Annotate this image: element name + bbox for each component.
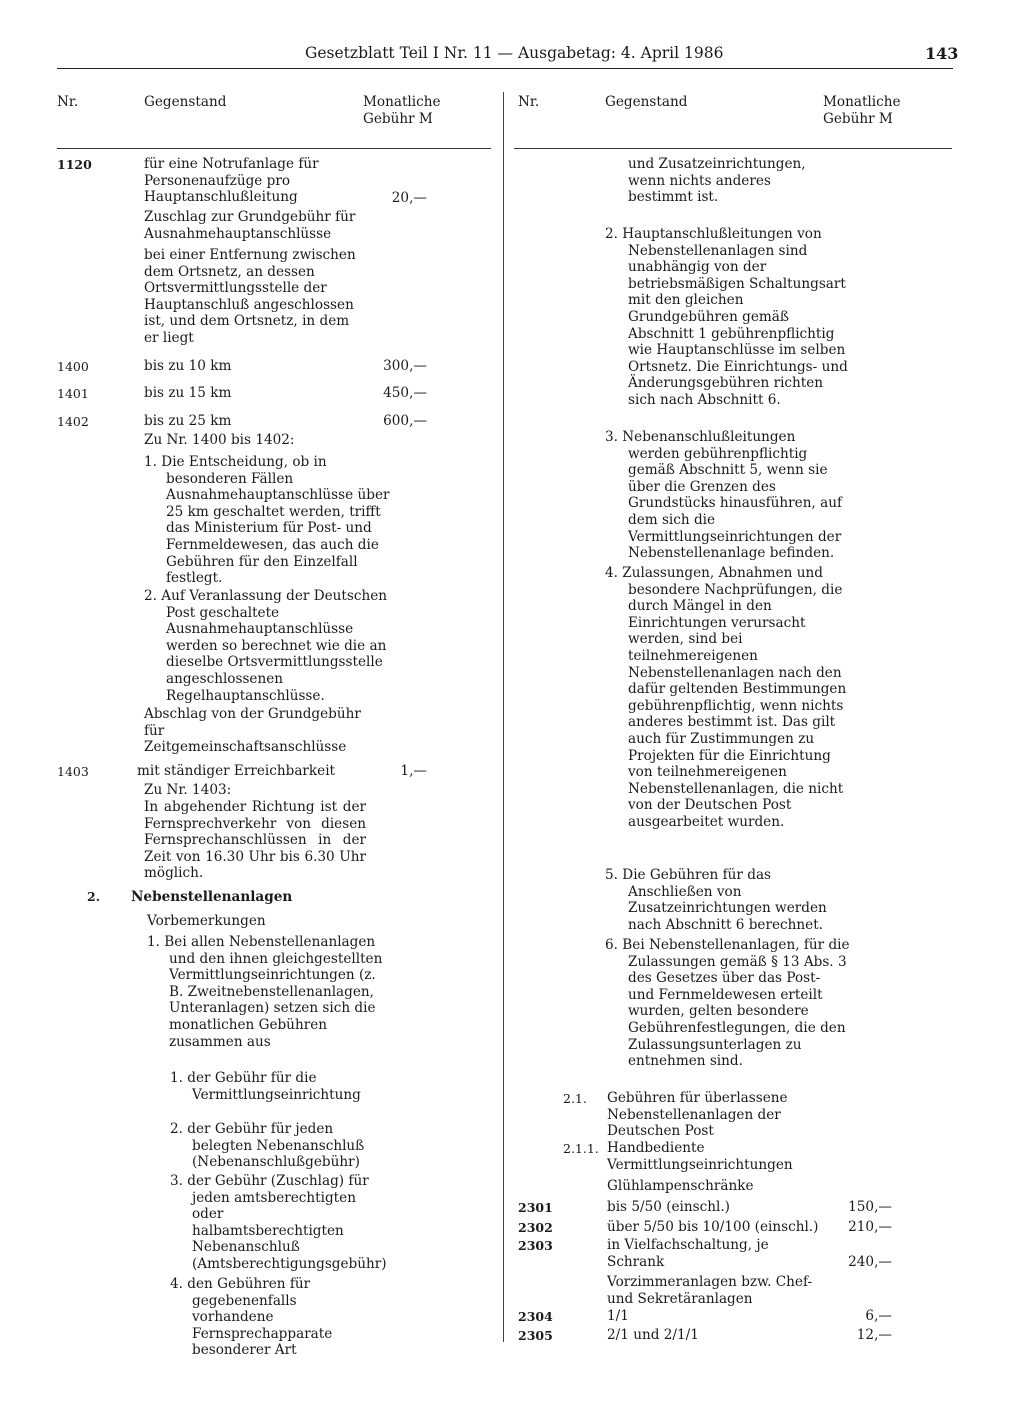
- entry-number: 1401: [57, 386, 89, 401]
- entry-fee: 450,—: [383, 385, 427, 401]
- entry-number: 1403: [57, 764, 89, 779]
- note-text: Abschlag von der Grundgebühr für Zeitgemeinschaftsanschlüsse: [144, 706, 361, 756]
- note-subitem: 1. der Gebühr für die Vermittlungseinrichtung: [170, 1070, 361, 1103]
- note-heading: Zu Nr. 1400 bis 1402:: [144, 432, 295, 448]
- note-item: 2. Hauptanschlußleitungen von Nebenstellenanlagen sind unabhängig von der betriebsmäßigen Schaltungsart mit den gleichen Grundgebühren gemäß Abschnitt 1 gebührenpflichtig wie Hauptanschlüsse im selben Ortsnetz. Die Einrichtungs- und Änderungsgebühren richten sich nach Abschnitt 6.: [605, 226, 848, 408]
- entry-fee: 300,—: [383, 358, 427, 374]
- note-item: 5. Die Gebühren für das Anschließen von Zusatzeinrichtungen werden nach Abschnitt 6 berechnet.: [605, 867, 827, 933]
- note-heading: Zu Nr. 1403:: [144, 782, 232, 798]
- note-item: 1. Die Entscheidung, ob in besonderen Fällen Ausnahmehauptanschlüsse über 25 km geschaltet werden, trifft das Ministerium für Post- und Fernmeldewesen, das auch die Gebühren für den Einzelfall festlegt.: [144, 454, 390, 587]
- note-text: und Zusatzeinrichtungen, wenn nichts anderes bestimmt ist.: [628, 156, 806, 206]
- note-text: Zuschlag zur Grundgebühr für Ausnahmehauptanschlüsse: [144, 209, 356, 242]
- subheading: Glühlampenschränke: [607, 1178, 754, 1194]
- entry-text: über 5/50 bis 10/100 (einschl.): [607, 1219, 819, 1235]
- header-subject: Gegenstand: [605, 94, 688, 110]
- note-item: 2. Auf Veranlassung der Deutschen Post geschaltete Ausnahmehauptanschlüsse werden so berechnet wie die an dieselbe Ortsvermittlungsstelle angeschlossenen Regelhauptanschlüsse.: [144, 588, 387, 704]
- section-number: 2.: [87, 889, 101, 904]
- note-text: bei einer Entfernung zwischen dem Ortsnetz, an dessen Ortsvermittlungsstelle der Hauptanschluß angeschlossen ist, und dem Ortsnetz, in dem er liegt: [144, 247, 356, 346]
- entry-text: 1/1: [607, 1308, 629, 1324]
- entry-fee: 210,—: [848, 1219, 892, 1235]
- page-number: 143: [925, 44, 959, 63]
- entry-number: 2302: [518, 1220, 553, 1235]
- section-title: Gebühren für überlassene Nebenstellenanlagen der Deutschen Post: [607, 1090, 788, 1140]
- header-subject: Gegenstand: [144, 94, 227, 110]
- entry-text: mit ständiger Erreichbarkeit: [137, 763, 336, 779]
- entry-number: 1402: [57, 414, 89, 429]
- entry-number: 1120: [57, 157, 92, 172]
- entry-number: 1400: [57, 359, 89, 374]
- section-number: 2.1.1.: [563, 1141, 599, 1156]
- section-title: Handbediente Vermittlungseinrichtungen: [607, 1140, 793, 1173]
- entry-number: 2303: [518, 1238, 553, 1253]
- note-heading: Vorbemerkungen: [147, 913, 266, 929]
- header-nr: Nr.: [57, 94, 79, 110]
- entry-fee: 150,—: [848, 1199, 892, 1215]
- entry-fee: 600,—: [383, 413, 427, 429]
- header-nr: Nr.: [518, 94, 540, 110]
- note-subitem: 2. der Gebühr für jeden belegten Nebenanschluß (Nebenanschlußgebühr): [170, 1121, 365, 1171]
- column-divider: [503, 92, 504, 1342]
- header-underline: [57, 148, 491, 149]
- entry-fee: 6,—: [865, 1308, 892, 1324]
- header-fee: Monatliche Gebühr M: [363, 94, 441, 127]
- entry-text: bis zu 15 km: [144, 385, 232, 401]
- entry-number: 2304: [518, 1309, 553, 1324]
- subheading: Vorzimmeranlagen bzw. Chef- und Sekretäranlagen: [607, 1274, 813, 1307]
- running-header: Gesetzblatt Teil I Nr. 11 — Ausgabetag: 4. April 1986: [305, 44, 724, 62]
- note-item: 4. Zulassungen, Abnahmen und besondere Nachprüfungen, die durch Mängel in den Einrichtungen verursacht werden, sind bei teilnehmereigenen Nebenstellenanlagen nach den dafür geltenden Bestimmungen gebührenpflichtig, wenn nichts anderes bestimmt ist. Das gilt auch für Zustimmungen zu Projekten für die Einrichtung von teilnehmereigenen Nebenstellenanlagen, die nicht von der Deutschen Post ausgearbeitet wurden.: [605, 565, 847, 830]
- entry-number: 2301: [518, 1200, 553, 1215]
- note-subitem: 4. den Gebühren für gegebenenfalls vorhandene Fernsprechapparate besonderer Art: [170, 1276, 333, 1359]
- note-item: 6. Bei Nebenstellenanlagen, für die Zulassungen gemäß § 13 Abs. 3 des Gesetzes über das Post- und Fernmeldewesen erteilt wurden, gelten besondere Gebührenfestlegungen, die den Zulassungsunterlagen zu entnehmen sind.: [605, 937, 850, 1070]
- note-text: In abgehender Richtung ist der Fernsprechverkehr von diesen Fernsprechanschlüssen in der Zeit von 16.30 Uhr bis 6.30 Uhr möglich.: [144, 799, 366, 882]
- entry-text: bis zu 25 km: [144, 413, 232, 429]
- note-item: 1. Bei allen Nebenstellenanlagen und den ihnen gleichgestellten Vermittlungseinrichtungen (z. B. Zweitnebenstellenanlagen, Unteranlagen) setzen sich die monatlichen Gebühren zusammen aus: [147, 934, 383, 1050]
- entry-text: bis zu 10 km: [144, 358, 232, 374]
- entry-fee: 1,—: [400, 763, 427, 779]
- header-rule: [57, 68, 953, 69]
- entry-number: 2305: [518, 1328, 553, 1343]
- entry-fee: 240,—: [848, 1254, 892, 1270]
- header-underline: [514, 148, 952, 149]
- note-subitem: 3. der Gebühr (Zuschlag) für jeden amtsberechtigten oder halbamtsberechtigten Nebenanschluß (Amtsberechtigungsgebühr): [170, 1173, 387, 1272]
- entry-fee: 12,—: [856, 1327, 892, 1343]
- header-fee: Monatliche Gebühr M: [823, 94, 901, 127]
- entry-text: in Vielfachschaltung, je Schrank: [607, 1237, 769, 1270]
- section-title: Nebenstellenanlagen: [131, 889, 293, 905]
- entry-text: 2/1 und 2/1/1: [607, 1327, 699, 1343]
- section-number: 2.1.: [563, 1091, 587, 1106]
- entry-text: bis 5/50 (einschl.): [607, 1199, 730, 1215]
- entry-fee: 20,—: [391, 190, 427, 206]
- note-item: 3. Nebenanschlußleitungen werden gebührenpflichtig gemäß Abschnitt 5, wenn sie über die Grenzen des Grundstücks hinausführen, auf dem sich die Vermittlungseinrichtungen der Nebenstellenanlage befinden.: [605, 429, 842, 562]
- entry-text: für eine Notrufanlage für Personenaufzüge pro Hauptanschlußleitung: [144, 156, 319, 206]
